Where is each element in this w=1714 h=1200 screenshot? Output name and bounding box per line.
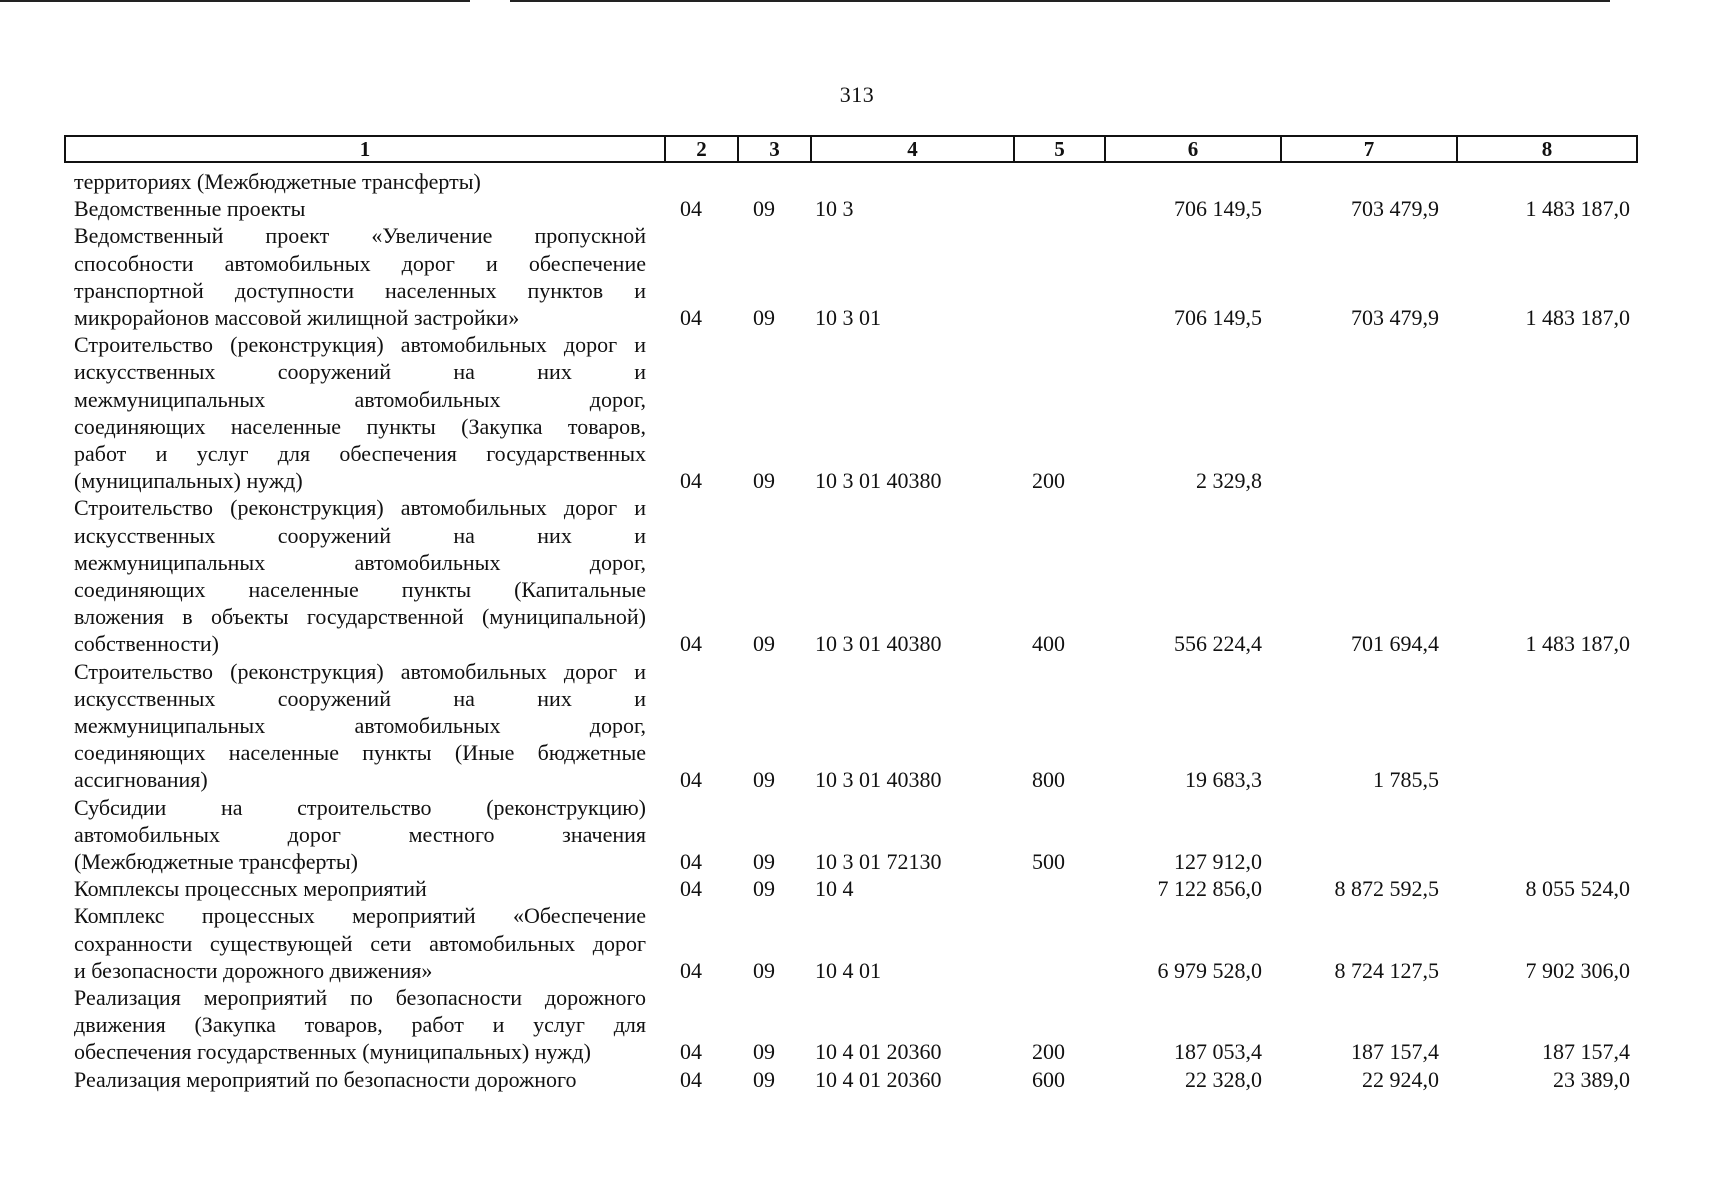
row-values [0,957,1714,984]
description-line: работ и услуг для обеспечения государственных [74,440,646,466]
amount-col-6: 2 329,8 [1196,468,1262,494]
header-col-7: 7 [1282,137,1458,161]
table-row [0,984,1714,1066]
amount-col-7: 703 479,9 [1351,196,1439,222]
target-article-code: 10 3 01 40380 [815,767,942,793]
amount-col-6: 7 122 856,0 [1157,876,1262,902]
amount-col-6: 19 683,3 [1185,767,1262,793]
subsection-code: 09 [753,848,775,874]
header-col-5: 5 [1015,137,1106,161]
amount-col-8: 8 055 524,0 [1525,876,1630,902]
subsection-code: 09 [753,468,775,494]
description-line: Комплекс процессных мероприятий «Обеспечение [74,903,646,929]
amount-col-7: 187 157,4 [1351,1039,1439,1065]
amount-col-7: 8 872 592,5 [1334,876,1439,902]
description-line: территориях (Межбюджетные трансферты) [74,169,481,194]
description-line: Комплексы процессных мероприятий [74,876,427,902]
description-line: (муниципальных) нужд) [74,468,303,494]
description-line: и безопасности дорожного движения» [74,957,433,983]
table-row [0,331,1714,494]
table-body [0,168,1714,1093]
table-row [0,658,1714,794]
amount-col-8: 187 157,4 [1542,1039,1630,1065]
subsection-code: 09 [753,1066,775,1092]
row-values [0,168,1714,195]
description-line: Реализация мероприятий по безопасности дорожного [74,1066,577,1092]
expense-type-code: 400 [1032,631,1065,657]
amount-col-6: 187 053,4 [1174,1039,1262,1065]
section-code: 04 [680,876,702,902]
section-code: 04 [680,631,702,657]
amount-col-6: 22 328,0 [1185,1066,1262,1092]
header-col-2: 2 [666,137,739,161]
description-line: сохранности существующей сети автомобильных дорог [74,930,646,956]
header-col-8: 8 [1541,136,1553,161]
row-values [0,304,1714,331]
target-article-code: 10 4 [815,876,854,902]
amount-col-6: 6 979 528,0 [1157,957,1262,983]
description-line: искусственных сооружений на них и [74,522,646,548]
amount-col-8: 7 902 306,0 [1525,957,1630,983]
amount-col-7: 1 785,5 [1373,767,1439,793]
subsection-code: 09 [753,631,775,657]
section-code: 04 [680,957,702,983]
expense-type-code: 800 [1032,767,1065,793]
expense-type-code: 200 [1032,1039,1065,1065]
section-code: 04 [680,1066,702,1092]
description-line: межмуниципальных автомобильных дорог, [74,549,646,575]
description-line: ассигнования) [74,767,208,793]
description-line: соединяющих населенные пункты (Закупка товаров, [74,413,646,439]
description-line: собственности) [74,631,219,657]
description-line: движения (Закупка товаров, работ и услуг для [74,1012,646,1038]
description-line: транспортной доступности населенных пунктов и [74,277,646,303]
header-col-3: 3 [739,137,812,161]
target-article-code: 10 4 01 20360 [815,1066,942,1092]
table-row [0,168,1714,195]
description-line: искусственных сооружений на них и [74,685,646,711]
table-row [0,222,1714,331]
table-header [64,135,1638,163]
description-line: Строительство (реконструкция) автомобильных дорог и [74,495,646,521]
subsection-code: 09 [753,957,775,983]
table-row [0,494,1714,657]
description-line: микрорайонов массовой жилищной застройки» [74,304,520,330]
amount-col-8: 1 483 187,0 [1525,304,1630,330]
target-article-code: 10 3 [815,196,854,222]
description-line: Строительство (реконструкция) автомобильных дорог и [74,332,646,358]
description-line: соединяющих населенные пункты (Капитальные [74,576,646,602]
row-values [0,848,1714,875]
amount-col-7: 8 724 127,5 [1334,957,1439,983]
target-article-code: 10 4 01 20360 [815,1039,942,1065]
row-values [0,467,1714,494]
amount-col-6: 706 149,5 [1174,304,1262,330]
amount-col-8: 1 483 187,0 [1525,196,1630,222]
target-article-code: 10 4 01 [815,957,881,983]
table-row [0,195,1714,222]
row-values [0,630,1714,657]
amount-col-6: 127 912,0 [1174,848,1262,874]
subsection-code: 09 [753,304,775,330]
description-line: (Межбюджетные трансферты) [74,848,358,874]
amount-col-6: 556 224,4 [1174,631,1262,657]
section-code: 04 [680,196,702,222]
description-line: Субсидии на строительство (реконструкцию) [74,794,646,820]
target-article-code: 10 3 01 72130 [815,848,942,874]
section-code: 04 [680,1039,702,1065]
amount-col-6: 706 149,5 [1174,196,1262,222]
table-row [0,794,1714,876]
target-article-code: 10 3 01 40380 [815,631,942,657]
description-line: межмуниципальных автомобильных дорог, [74,712,646,738]
row-values [0,875,1714,902]
amount-col-7: 701 694,4 [1351,631,1439,657]
table-row [0,902,1714,984]
row-values [0,195,1714,222]
header-col-4: 4 [812,137,1015,161]
amount-col-7: 22 924,0 [1362,1066,1439,1092]
description-line: способности автомобильных дорог и обеспечение [74,250,646,276]
target-article-code: 10 3 01 [815,304,881,330]
subsection-code: 09 [753,876,775,902]
section-code: 04 [680,468,702,494]
table-row [0,1066,1714,1093]
amount-col-7: 703 479,9 [1351,304,1439,330]
subsection-code: 09 [753,1039,775,1065]
description-line: межмуниципальных автомобильных дорог, [74,386,646,412]
page-number: 313 [839,82,875,107]
description-line: автомобильных дорог местного значения [74,821,646,847]
amount-col-8: 23 389,0 [1553,1066,1630,1092]
header-col-6: 6 [1106,137,1282,161]
subsection-code: 09 [753,767,775,793]
row-values [0,766,1714,793]
description-line: Ведомственные проекты [74,196,306,222]
description-line: Реализация мероприятий по безопасности дорожного [74,984,646,1010]
section-code: 04 [680,767,702,793]
description-line: соединяющих населенные пункты (Иные бюджетные [74,740,646,766]
expense-type-code: 600 [1032,1066,1065,1092]
section-code: 04 [680,848,702,874]
section-code: 04 [680,304,702,330]
description-line: обеспечения государственных (муниципальных) нужд) [74,1039,591,1065]
subsection-code: 09 [753,196,775,222]
description-line: вложения в объекты государственной (муниципальной) [74,604,646,630]
description-line: Строительство (реконструкция) автомобильных дорог и [74,658,646,684]
description-line: Ведомственный проект «Увеличение пропускной [74,223,646,249]
amount-col-8: 1 483 187,0 [1525,631,1630,657]
target-article-code: 10 3 01 40380 [815,468,942,494]
header-col-1: 1 [66,137,666,161]
row-values [0,1038,1714,1065]
table-row [0,875,1714,902]
expense-type-code: 200 [1032,468,1065,494]
row-values [0,1066,1714,1093]
expense-type-code: 500 [1032,848,1065,874]
description-line: искусственных сооружений на них и [74,359,646,385]
